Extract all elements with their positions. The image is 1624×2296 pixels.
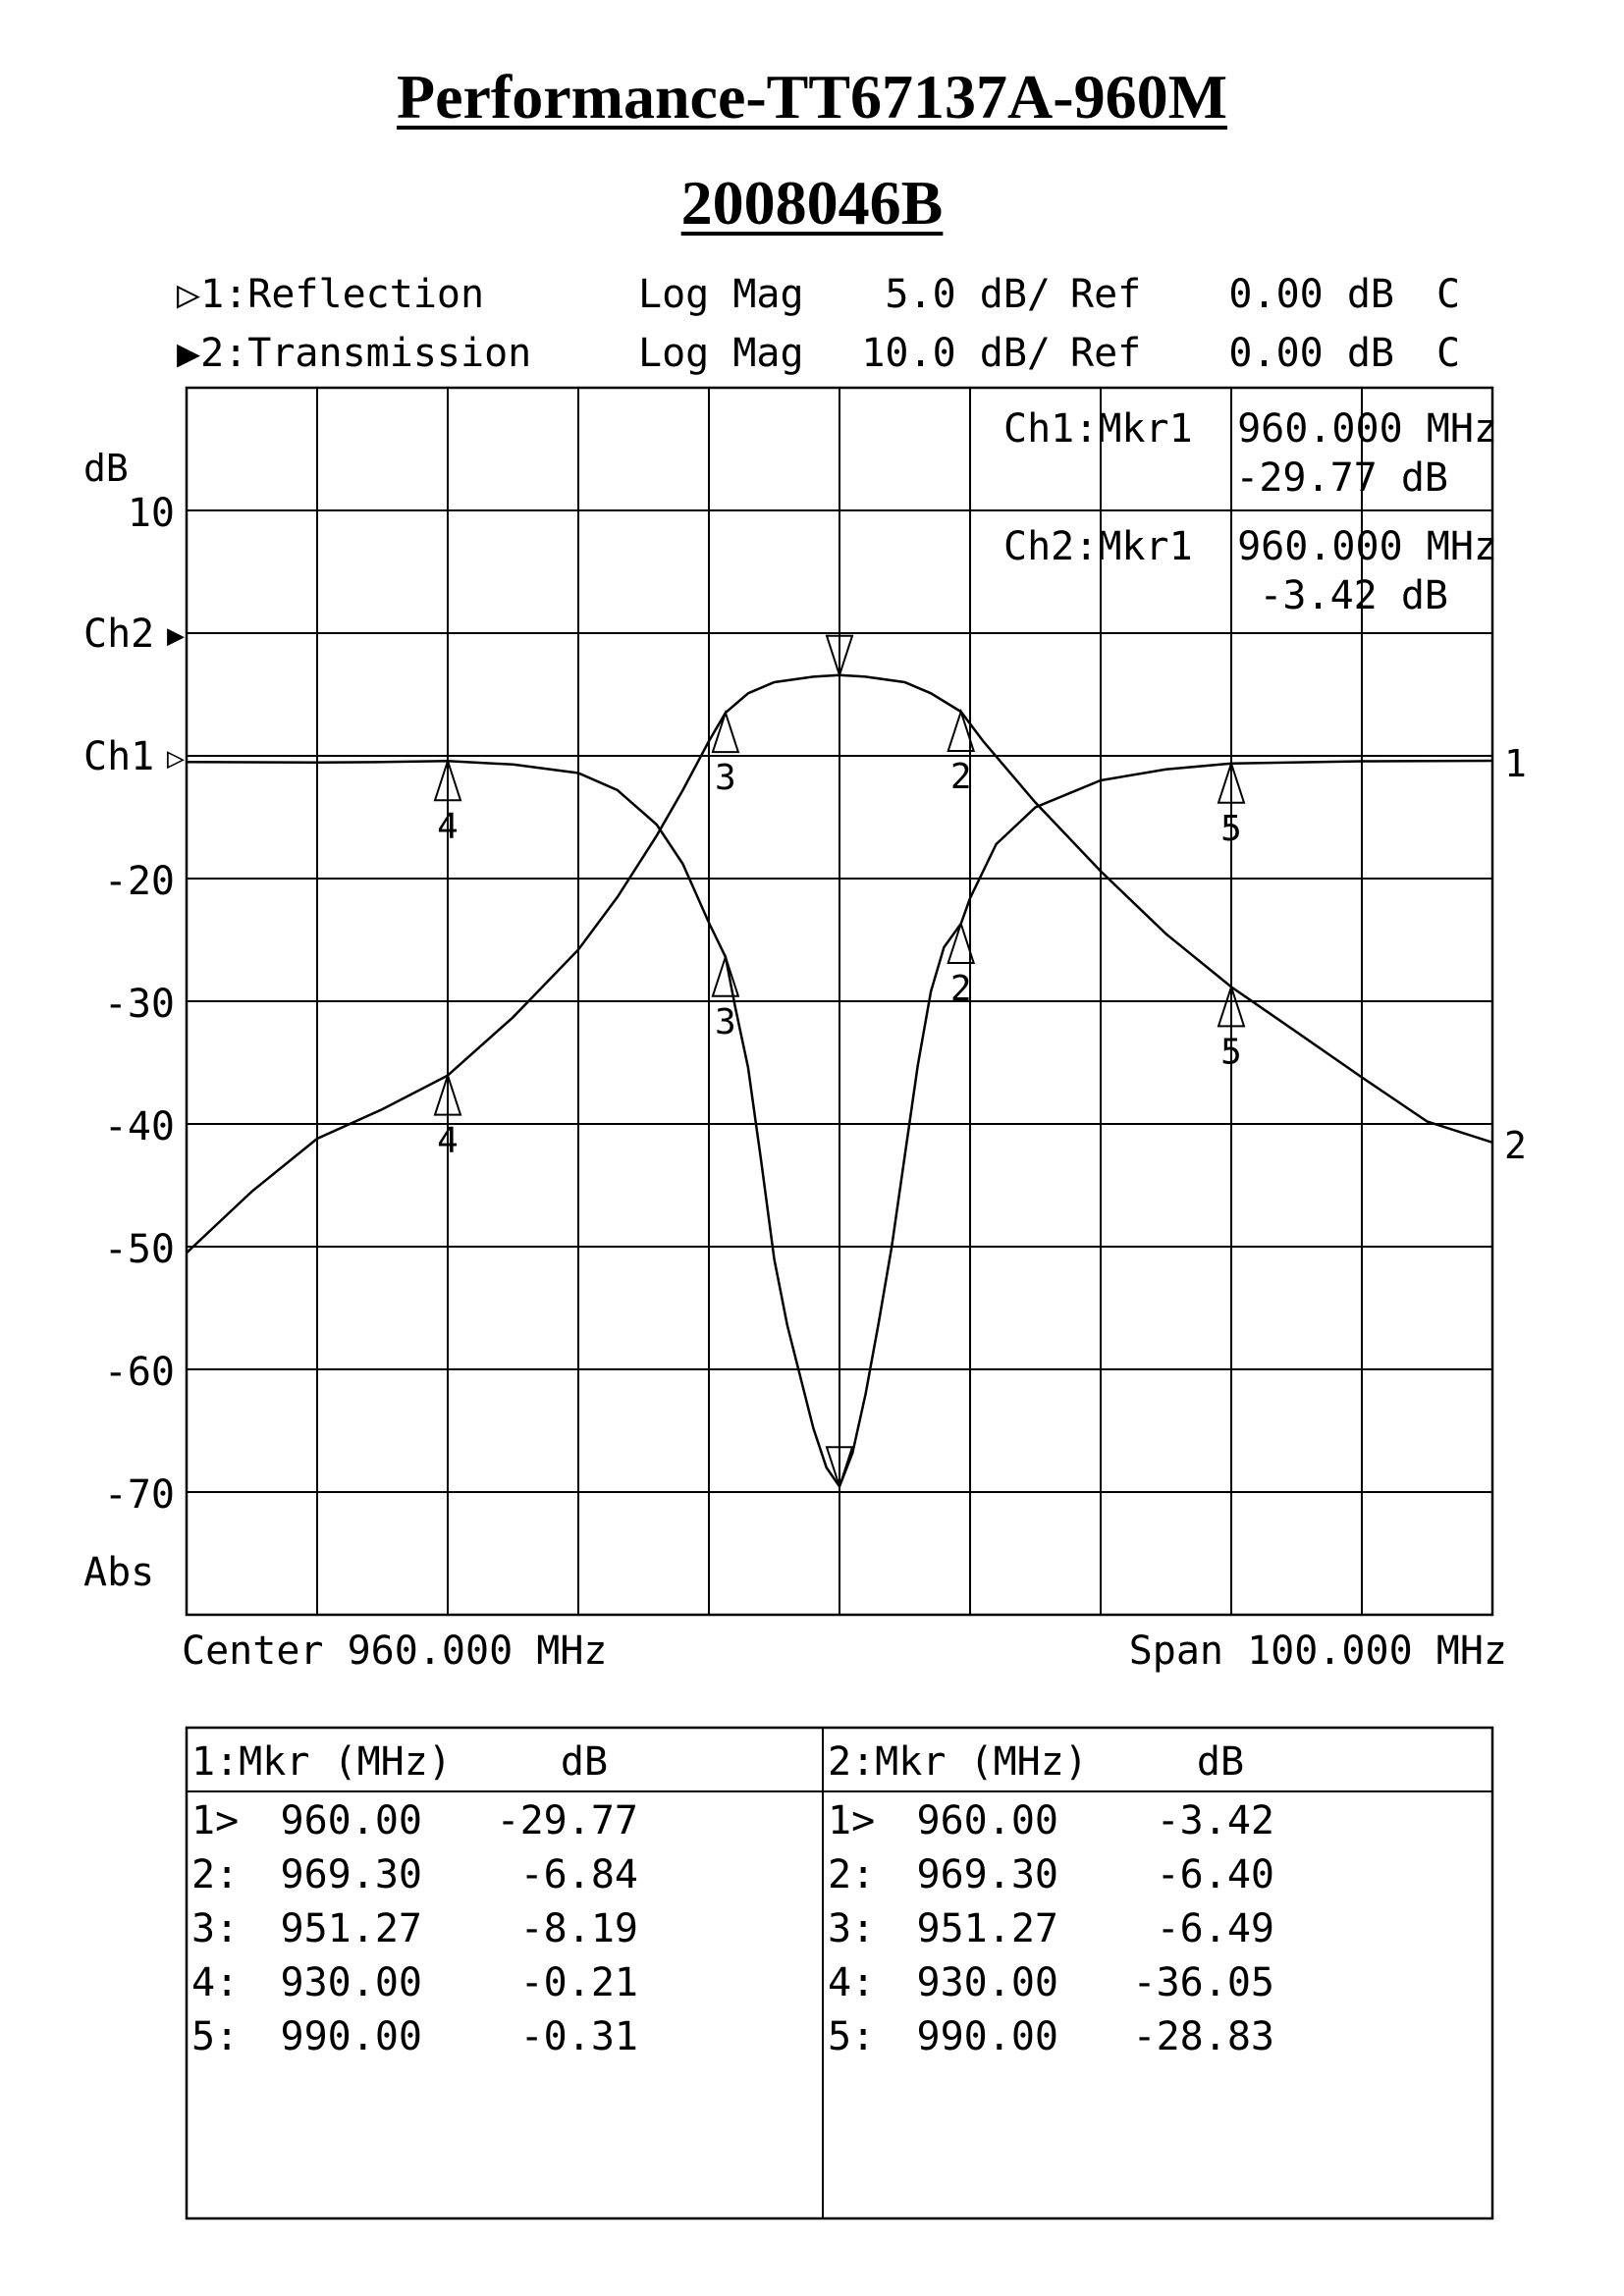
y-axis-unit: dB: [83, 447, 129, 490]
channel-ref-label: Ch1: [83, 734, 155, 779]
marker-table-header-db: dB: [560, 1739, 609, 1785]
marker-id-label: 5: [1220, 1032, 1242, 1073]
marker-id-label: 4: [437, 806, 459, 847]
channel-header-ref: 0.00 dB: [1228, 272, 1394, 317]
marker-id-label: 5: [1220, 808, 1242, 849]
y-tick-label: -30: [103, 982, 175, 1027]
marker-table-id: 1>: [191, 1798, 240, 1843]
channel-header-scale: 5.0 dB/: [885, 272, 1051, 317]
marker-table-id: 4:: [191, 1960, 240, 2005]
marker-table-db: -36.05: [1132, 1960, 1274, 2005]
marker-table-freq: 951.27: [280, 1906, 422, 1951]
channel-ref-label: Ch2: [83, 612, 155, 657]
marker-table-header-mkr: 2:Mkr (MHz): [828, 1739, 1088, 1785]
marker-table-header-db: dB: [1196, 1739, 1245, 1785]
page-title: Performance-TT67137A-960M: [397, 62, 1227, 132]
marker-table-id: 2:: [828, 1852, 876, 1897]
y-tick-label: -40: [103, 1104, 175, 1149]
marker-table-db: -0.31: [519, 2014, 638, 2059]
marker-table-freq: 960.00: [280, 1798, 422, 1843]
marker-table-db: -8.19: [519, 1906, 638, 1951]
marker-readout-value: -3.42 dB: [1259, 573, 1448, 618]
marker-table-freq: 951.27: [916, 1906, 1058, 1951]
trace-end-label-ch1: 1: [1504, 742, 1527, 785]
y-tick-label: -50: [103, 1227, 175, 1272]
marker-table-freq: 990.00: [916, 2014, 1058, 2059]
marker-table-id: 5:: [191, 2014, 240, 2059]
marker-table-db: -0.21: [519, 1960, 638, 2005]
marker-readout-value: -29.77 dB: [1235, 455, 1448, 501]
marker-table-id: 5:: [828, 2014, 876, 2059]
channel-ref-marker: ▶: [166, 618, 185, 653]
x-footer-center: Center 960.000 MHz: [182, 1629, 608, 1674]
marker-id-label: 3: [715, 758, 736, 799]
channel-header-format: Log Mag: [638, 331, 804, 376]
marker-table-id: 1>: [828, 1798, 876, 1843]
y-tick-label: -60: [103, 1350, 175, 1395]
marker-id-label: 4: [437, 1120, 459, 1161]
marker-table-id: 4:: [828, 1960, 876, 2005]
channel-ref-marker: ▷: [166, 741, 185, 775]
abs-label: Abs: [83, 1550, 155, 1595]
marker-table-db: -6.49: [1156, 1906, 1274, 1951]
marker-table-db: -6.84: [519, 1852, 638, 1897]
marker-triangle-2-3: [713, 713, 738, 752]
page-subtitle: 2008046B: [680, 168, 944, 238]
marker-readout-label: Ch2:Mkr1: [1003, 524, 1193, 569]
channel-header-format: Log Mag: [638, 272, 804, 317]
marker-table-freq: 960.00: [916, 1798, 1058, 1843]
channel-header-ref: 0.00 dB: [1228, 331, 1394, 376]
marker-table-freq: 969.30: [280, 1852, 422, 1897]
channel-header-ref-label: Ref: [1070, 272, 1142, 317]
channel-header-ref-label: Ref: [1070, 331, 1142, 376]
marker-table-db: -28.83: [1132, 2014, 1274, 2059]
channel-header-flag: C: [1435, 272, 1461, 317]
channel-header-scale: 10.0 dB/: [861, 331, 1051, 376]
marker-table-db: -3.42: [1156, 1798, 1274, 1843]
marker-table-freq: 930.00: [280, 1960, 422, 2005]
marker-readout-freq: 960.000 MHz: [1237, 524, 1497, 569]
channel-header-name: ▶2:Transmission: [177, 331, 532, 376]
marker-table-header-mkr: 1:Mkr (MHz): [191, 1739, 452, 1785]
marker-table-id: 3:: [191, 1906, 240, 1951]
y-tick-label: -20: [103, 859, 175, 904]
marker-table-freq: 990.00: [280, 2014, 422, 2059]
marker-table-db: -29.77: [496, 1798, 638, 1843]
marker-readout-label: Ch1:Mkr1: [1003, 406, 1193, 452]
y-tick-label: -70: [103, 1472, 175, 1518]
trace-end-label-ch2: 2: [1504, 1123, 1527, 1167]
x-footer-span: Span 100.000 MHz: [1128, 1629, 1507, 1674]
marker-id-label: 3: [715, 1001, 736, 1042]
marker-table-id: 2:: [191, 1852, 240, 1897]
channel-header-flag: C: [1435, 331, 1461, 376]
marker-table-db: -6.40: [1156, 1852, 1274, 1897]
channel-header-name: ▷1:Reflection: [177, 272, 485, 317]
y-tick-label: 10: [127, 491, 175, 536]
marker-id-label: 2: [949, 969, 972, 1009]
marker-readout-freq: 960.000 MHz: [1237, 406, 1497, 452]
marker-id-label: 2: [949, 757, 972, 797]
marker-table-freq: 969.30: [916, 1852, 1058, 1897]
marker-table-freq: 930.00: [916, 1960, 1058, 2005]
marker-table-id: 3:: [828, 1906, 876, 1951]
